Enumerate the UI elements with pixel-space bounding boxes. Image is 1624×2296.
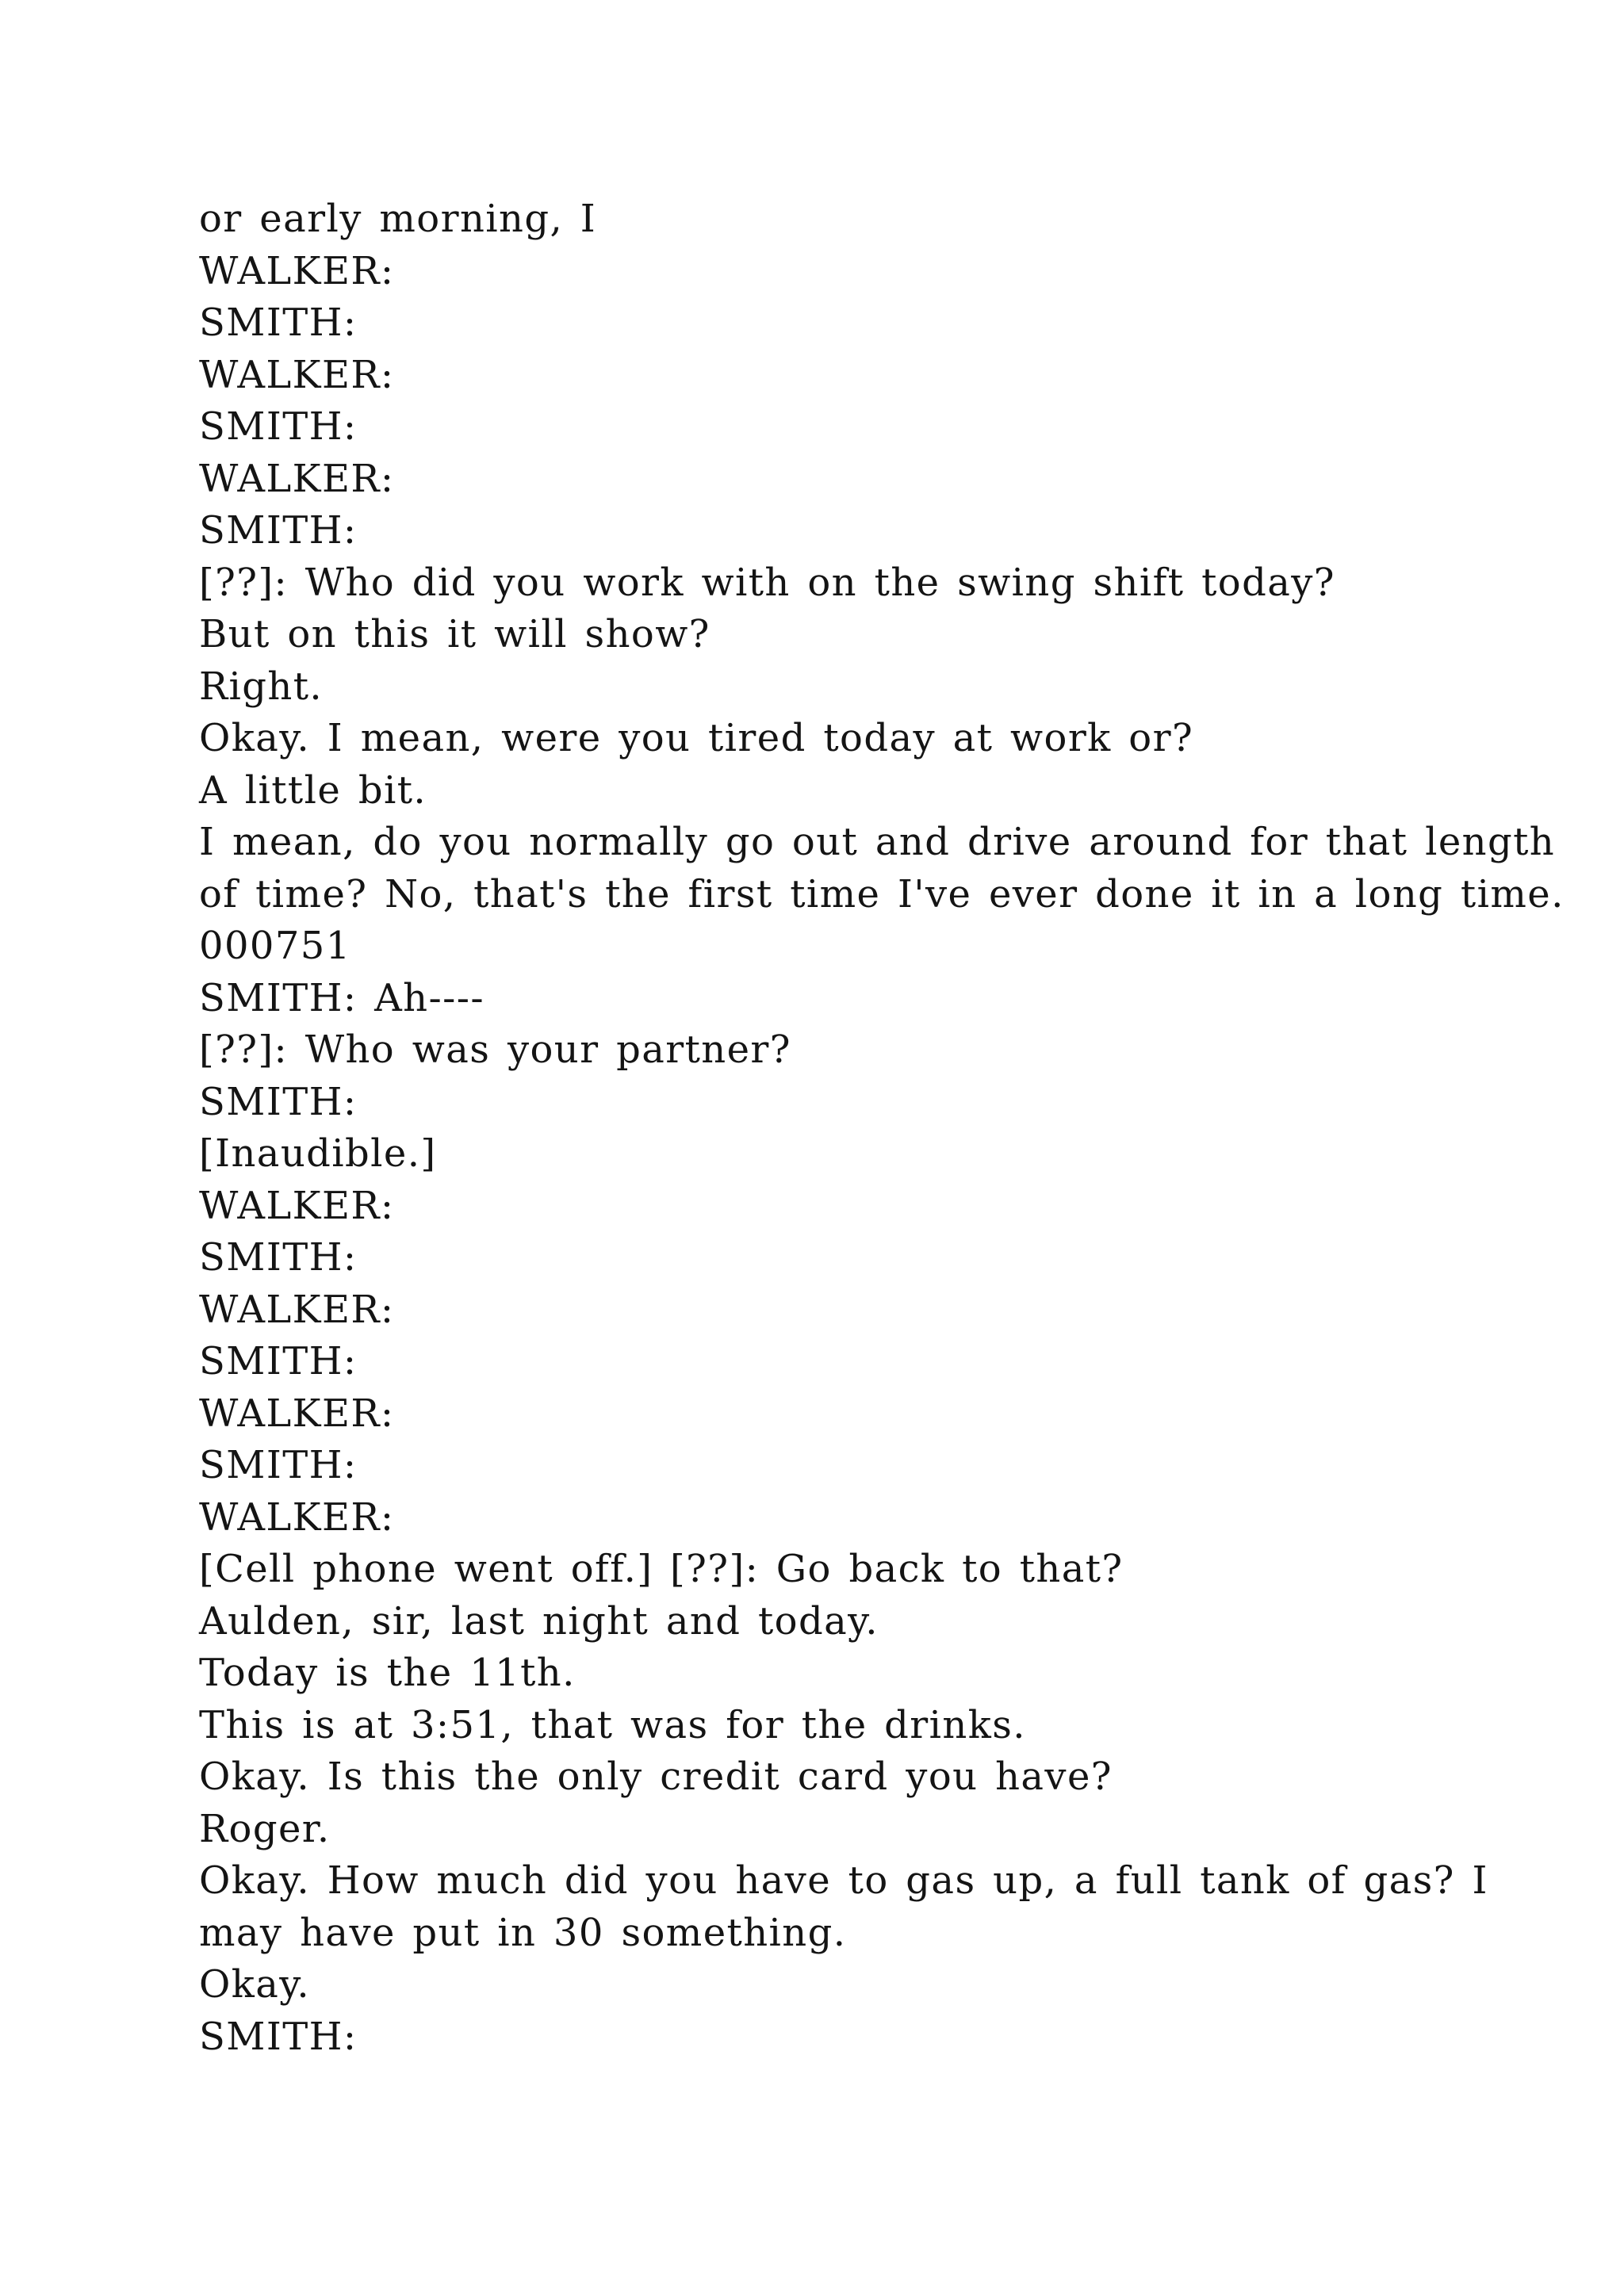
transcript-line: [??]: Who did you work with on the swing shift today? [199, 560, 1335, 605]
transcript-line: Okay. Is this the only credit card you have? [199, 1755, 1113, 1799]
speaker-label: WALKER: [199, 456, 395, 501]
transcript-line: But on this it will show? [199, 612, 710, 656]
transcript-line: Okay. How much did you have to gas up, a full tank of gas? I [199, 1858, 1488, 1903]
transcript-line: Right. [199, 664, 324, 709]
speaker-label: SMITH: [199, 1339, 358, 1383]
speaker-label: SMITH: [199, 2014, 358, 2059]
transcript-line: may have put in 30 something. [199, 1910, 847, 1955]
transcript-line: Okay. [199, 1962, 311, 2007]
transcript-line: Today is the 11th. [199, 1651, 576, 1695]
speaker-label: SMITH: [199, 1079, 358, 1124]
speaker-label: WALKER: [199, 1183, 395, 1228]
transcript-line: This is at 3:51, that was for the drinks. [199, 1702, 1026, 1747]
transcript-line: Aulden, sir, last night and today. [199, 1598, 879, 1644]
speaker-label: WALKER: [199, 248, 395, 293]
transcript-line: A little bit. [199, 767, 427, 813]
speaker-label: SMITH: [199, 1235, 358, 1280]
transcript-line: of time? No, that's the first time I've ever done it in a long time. [199, 871, 1565, 916]
speaker-label: SMITH: [199, 300, 358, 345]
speaker-label: SMITH: [199, 1443, 358, 1487]
speaker-label: SMITH: [199, 404, 358, 449]
speaker-label: WALKER: [199, 352, 395, 397]
transcript-line: [??]: Who was your partner? [199, 1027, 791, 1072]
speaker-label: WALKER: [199, 1391, 395, 1436]
speaker-label: WALKER: [199, 1287, 395, 1332]
speaker-label: WALKER: [199, 1494, 395, 1540]
transcript-line: or early morning, I [199, 197, 597, 241]
transcript-line: Roger. [199, 1806, 331, 1851]
transcript-line: SMITH: Ah---- [199, 975, 485, 1020]
transcript-line: I mean, do you normally go out and drive around for that length [199, 820, 1556, 864]
bates-number: 000751 [199, 924, 351, 968]
transcript-text [199, 193, 1565, 2063]
transcript-line: [Cell phone went off.] [??]: Go back to that? [199, 1547, 1124, 1591]
transcript-line: Okay. I mean, were you tired today at work or? [199, 716, 1194, 760]
transcript-line: [Inaudible.] [199, 1131, 437, 1176]
speaker-label: SMITH: [199, 508, 358, 553]
